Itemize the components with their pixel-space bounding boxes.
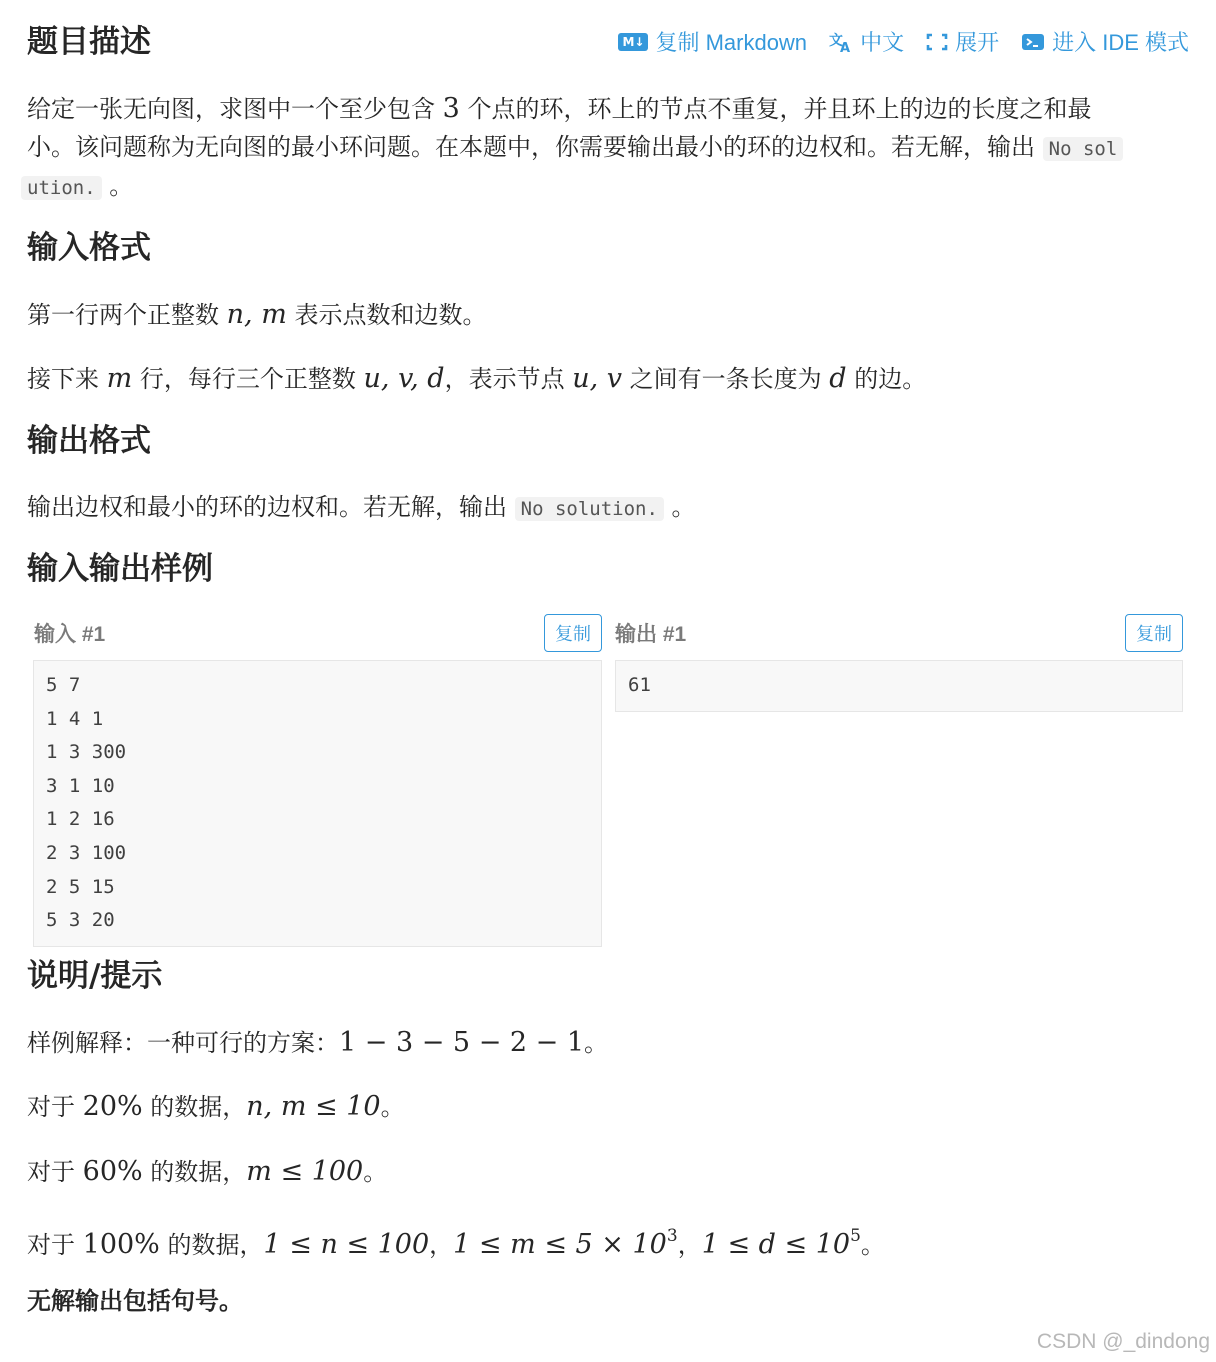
svg-text:A: A (840, 40, 851, 53)
terminal-icon (1021, 32, 1045, 52)
input-format-line-1 (27, 295, 486, 335)
text: 。 (380, 1093, 405, 1121)
input-format-line-2 (27, 359, 926, 399)
text: 小。该问题称为无向图的最小环问题。在本题中，你需要输出最小的环的边权和。若无解，输出 (27, 133, 1043, 161)
text: 第一行两个正整数 (27, 301, 227, 329)
input-sample-box[interactable] (33, 660, 602, 947)
svg-text:文: 文 (829, 32, 844, 49)
text: 。 (101, 172, 134, 200)
math: u, v (572, 363, 623, 394)
math: m ≤ 100 (246, 1156, 364, 1187)
language-button[interactable] (829, 26, 904, 57)
math: 1 ≤ n ≤ 100 (263, 1229, 430, 1260)
math: d (829, 363, 847, 394)
expand-label: 展开 (955, 30, 1000, 55)
output-format-heading: 输出格式 (27, 423, 151, 459)
inline-code: No sol (1043, 137, 1124, 161)
description-line-2 (27, 128, 1123, 169)
output-sample-title: 输出 #1 (615, 623, 687, 646)
text: 。 (363, 1158, 388, 1186)
input-sample-header (34, 612, 602, 654)
text: 行，每行三个正整数 (132, 365, 364, 393)
ide-mode-label: 进入 IDE 模式 (1052, 30, 1189, 55)
math: 1 ≤ d ≤ 10 (701, 1229, 851, 1260)
math: 1 ≤ m ≤ 5 × 10 (453, 1229, 667, 1260)
hint-line-3 (27, 1152, 387, 1192)
text: 输出边权和最小的环的边权和。若无解，输出 (27, 493, 515, 521)
math: 100% (82, 1229, 160, 1260)
math-superscript: 3 (666, 1226, 678, 1246)
text: ， (677, 1231, 702, 1259)
text: 的数据， (159, 1231, 264, 1259)
input-sample-title: 输入 #1 (34, 623, 106, 646)
translate-icon (829, 31, 853, 53)
sample-input-line: 1 3 300 (46, 741, 127, 764)
text: 给定一张无向图，求图中一个至少包含 (27, 95, 443, 123)
copy-markdown-label: 复制 Markdown (655, 30, 808, 55)
sample-input-line: 5 3 20 (46, 909, 115, 932)
text: 。 (663, 493, 696, 521)
text: ， (429, 1231, 454, 1259)
text: 表示点数和边数。 (286, 301, 487, 329)
sample-input-line: 3 1 10 (46, 774, 115, 797)
copy-markdown-button[interactable] (618, 26, 807, 57)
markdown-icon: M↓ (618, 33, 648, 51)
text: 的数据， (142, 1093, 247, 1121)
math: m (106, 363, 133, 394)
sample-input-line: 1 4 1 (46, 707, 104, 730)
output-sample-box[interactable] (615, 660, 1183, 712)
math: u, v, d (363, 363, 445, 394)
text: 个点的环，环上的节点不重复，并且环上的边的长度之和最 (459, 95, 1092, 123)
hint-line-4 (27, 1217, 885, 1265)
expand-button[interactable] (926, 26, 999, 57)
math: 20% (82, 1091, 143, 1122)
text: 。 (584, 1029, 609, 1057)
sample-input-line: 2 5 15 (46, 875, 115, 898)
inline-code: ution. (21, 176, 102, 200)
output-format-line (27, 488, 696, 529)
math: n, m ≤ 10 (246, 1091, 381, 1122)
ide-mode-button[interactable] (1021, 26, 1189, 57)
watermark: CSDN @_dindong (1036, 1330, 1210, 1353)
text: 对于 (27, 1158, 83, 1186)
description-heading: 题目描述 (27, 24, 151, 60)
sample-output-line: 61 (628, 674, 651, 696)
copy-input-button[interactable]: 复制 (544, 614, 602, 652)
text: 的边。 (846, 365, 927, 393)
hint-note: 无解输出包括句号。 (27, 1287, 243, 1315)
copy-output-button[interactable]: 复制 (1125, 614, 1183, 652)
sample-input-line: 5 7 (46, 674, 81, 696)
math-number: 3 (442, 93, 460, 124)
description-line-3 (27, 167, 133, 208)
hint-line-2 (27, 1087, 405, 1127)
hint-line-1 (27, 1023, 608, 1063)
text: 。 (860, 1231, 885, 1259)
expand-icon (926, 33, 948, 51)
description-line-1 (27, 89, 1091, 129)
math: 1 − 3 − 5 − 2 − 1 (339, 1027, 585, 1058)
text: 接下来 (27, 365, 107, 393)
math: n, m (226, 299, 287, 330)
math: 60% (82, 1156, 143, 1187)
sample-input-line: 1 2 16 (46, 808, 115, 831)
text: 之间有一条长度为 (622, 365, 830, 393)
inline-code: No solution. (515, 497, 664, 521)
hint-heading: 说明/提示 (27, 958, 163, 994)
text: 样例解释：一种可行的方案： (27, 1029, 339, 1057)
text: 的数据， (142, 1158, 247, 1186)
math-superscript: 5 (850, 1226, 861, 1246)
language-label: 中文 (860, 30, 905, 55)
toolbar (596, 26, 1189, 57)
samples-heading: 输入输出样例 (27, 551, 213, 587)
output-sample-header (615, 612, 1183, 654)
sample-input-line: 2 3 100 (46, 841, 127, 864)
text: 对于 (27, 1093, 83, 1121)
text: ，表示节点 (444, 365, 573, 393)
input-format-heading: 输入格式 (27, 230, 151, 266)
text: 对于 (27, 1231, 83, 1259)
